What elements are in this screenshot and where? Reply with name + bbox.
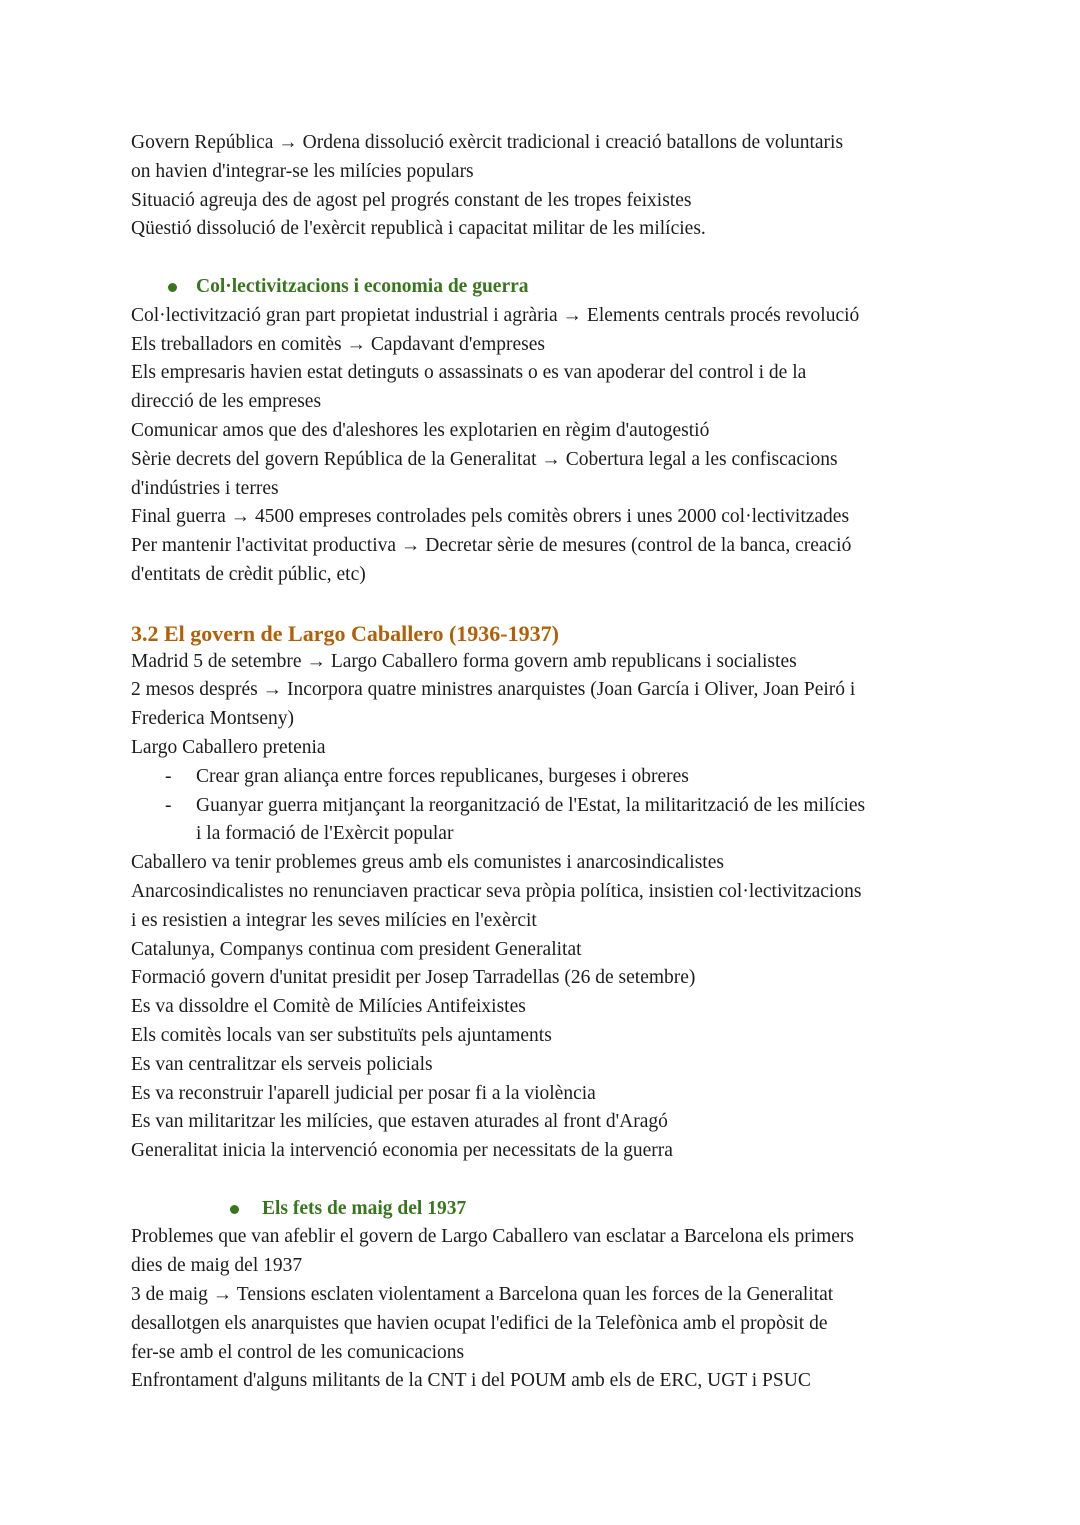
paragraph-fets-maig <box>131 1223 961 1396</box>
list-item <box>131 763 961 792</box>
section-title: 3.2 El govern de Largo Caballero (1936-1937) <box>131 620 559 646</box>
text-line: fer-se amb el control de les comunicacions <box>131 1341 465 1363</box>
list-item-text: Crear gran aliança entre forces republicanes, burgeses i obreres <box>196 765 689 787</box>
text-line: Problemes que van afeblir el govern de Largo Caballero van esclatar a Barcelona els primers <box>131 1226 855 1248</box>
heading-text: Els fets de maig del 1937 <box>262 1197 467 1219</box>
text-line: Els comitès locals van ser substituïts pels ajuntaments <box>131 1024 552 1046</box>
text-line: Situació agreuja des de agost pel progrés constant de les tropes feixistes <box>131 189 692 211</box>
text-line: Govern República → Ordena dissolució exèrcit tradicional i creació batallons de voluntaris <box>131 132 844 153</box>
list-item-text: Guanyar guerra mitjançant la reorganització de l'Estat, la militarització de les milícies <box>196 794 866 816</box>
list-item <box>131 792 961 850</box>
text-line: dies de maig del 1937 <box>131 1255 303 1277</box>
text-line: Els treballadors en comitès → Capdavant d'empreses <box>131 333 545 355</box>
text-line: Es van centralitzar els serveis policials <box>131 1053 433 1075</box>
text-line: Anarcosindicalistes no renunciaven practicar seva pròpia política, insistien col·lectivitzacions <box>131 880 862 902</box>
text-line: 3 de maig → Tensions esclaten violentament a Barcelona quan les forces de la Generalitat <box>131 1284 834 1306</box>
heading-text: Col·lectivitzacions i economia de guerra <box>196 275 529 297</box>
text-line: Per mantenir l'activitat productiva → Decretar sèrie de mesures (control de la banca, creació <box>131 535 852 557</box>
text-line: Enfrontament d'alguns militants de la CNT i del POUM amb els de ERC, UGT i PSUC <box>131 1370 811 1392</box>
text-line: Catalunya, Companys continua com president Generalitat <box>131 938 582 960</box>
text-line: Col·lectivització gran part propietat industrial i agrària → Elements centrals procés revolució <box>131 304 860 326</box>
heading-collectivitzacions <box>131 273 961 302</box>
text-line: Comunicar amos que des d'aleshores les explotarien en règim d'autogestió <box>131 419 710 441</box>
dash-list <box>131 763 961 849</box>
text-line: Formació govern d'unitat presidit per Josep Tarradellas (26 de setembre) <box>131 967 696 989</box>
bullet-icon <box>230 1205 239 1214</box>
text-line: Es van militaritzar les milícies, que estaven aturades al front d'Aragó <box>131 1111 668 1133</box>
text-line: Qüestió dissolució de l'exèrcit republicà i capacitat militar de les milícies. <box>131 218 706 240</box>
paragraph-conflictes <box>131 849 961 1166</box>
text-line: Es va dissoldre el Comitè de Milícies Antifeixistes <box>131 996 526 1018</box>
bullet-icon <box>168 283 177 292</box>
text-line: Final guerra → 4500 empreses controlades pels comitès obrers i unes 2000 col·lectivitzades <box>131 506 850 528</box>
text-line: d'entitats de crèdit públic, etc) <box>131 563 366 585</box>
text-line: i es resistien a integrar les seves milícies en l'exèrcit <box>131 909 537 931</box>
heading-fets-maig <box>131 1195 961 1224</box>
text-line: on havien d'integrar-se les milícies populars <box>131 160 474 182</box>
document-page <box>131 129 961 1396</box>
text-line: d'indústries i terres <box>131 477 279 499</box>
text-line: direcció de les empreses <box>131 391 322 413</box>
text-line: 2 mesos després → Incorpora quatre ministres anarquistes (Joan García i Oliver, Joan Peiró i <box>131 679 856 701</box>
text-line: Madrid 5 de setembre → Largo Caballero forma govern amb republicans i socialistes <box>131 650 797 672</box>
paragraph-largo-caballero <box>131 648 961 763</box>
text-line: Largo Caballero pretenia <box>131 736 326 758</box>
dash-marker: - <box>165 765 172 787</box>
text-line: Generalitat inicia la intervenció economia per necessitats de la guerra <box>131 1140 673 1162</box>
list-item-text: i la formació de l'Exèrcit popular <box>196 823 454 845</box>
dash-marker: - <box>165 794 172 816</box>
text-line: desallotgen els anarquistes que havien ocupat l'edifici de la Telefònica amb el propòsit de <box>131 1312 828 1334</box>
text-line: Sèrie decrets del govern República de la Generalitat → Cobertura legal a les confiscacions <box>131 448 838 470</box>
paragraph-milicies <box>131 129 961 244</box>
paragraph-collectivitzacions <box>131 302 961 590</box>
text-line: Es va reconstruir l'aparell judicial per posar fi a la violència <box>131 1082 596 1104</box>
text-line: Frederica Montseny) <box>131 708 294 730</box>
text-line: Els empresaris havien estat detinguts o assassinats o es van apoderar del control i de la <box>131 362 807 384</box>
text-line: Caballero va tenir problemes greus amb els comunistes i anarcosindicalistes <box>131 852 724 874</box>
